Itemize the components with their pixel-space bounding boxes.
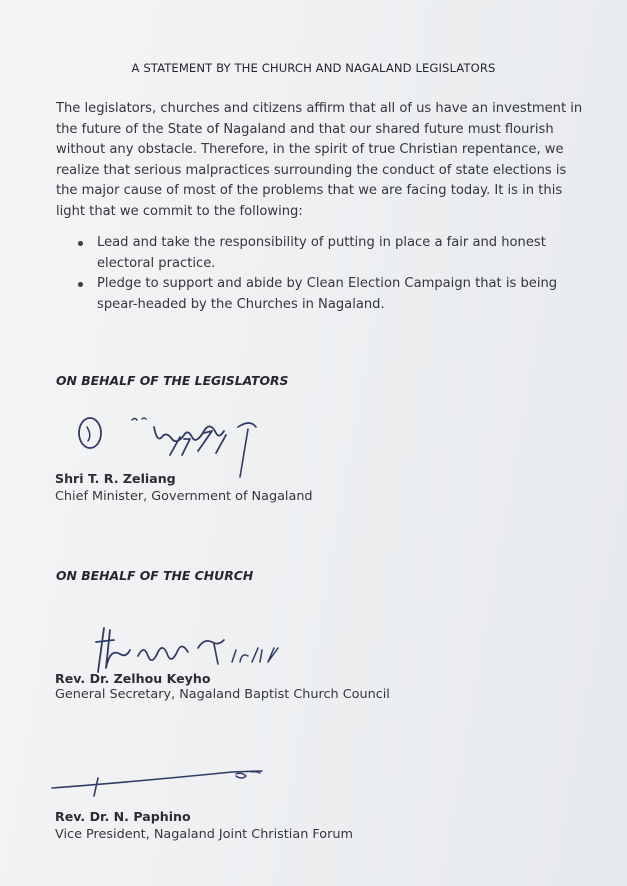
bullet-icon [78, 282, 83, 287]
legislator-role: Chief Minister, Government of Nagaland [55, 489, 313, 504]
commitment-text: Pledge to support and abide by Clean Election Campaign that is being spear-headed by the Churches in Nagaland. [97, 276, 558, 312]
list-item [78, 274, 578, 315]
legislators-heading: ON BEHALF OF THE LEGISLATORS [56, 373, 289, 388]
list-item [78, 233, 578, 274]
legislator-name: Shri T. R. Zeliang [55, 471, 176, 486]
church-signatory-role: General Secretary, Nagaland Baptist Church Council [55, 687, 390, 702]
legislator-signature [70, 405, 270, 480]
forum-signatory-role: Vice President, Nagaland Joint Christian Forum [55, 827, 353, 842]
forum-signatory-name: Rev. Dr. N. Paphino [55, 809, 191, 824]
forum-signature [48, 762, 278, 802]
commitment-text: Lead and take the responsibility of putting in place a fair and honest electoral practice. [97, 235, 546, 271]
bullet-icon [78, 241, 83, 246]
church-heading: ON BEHALF OF THE CHURCH [56, 568, 254, 583]
intro-paragraph: The legislators, churches and citizens affirm that all of us have an investment in the future of the State of Nagaland and that our shared future must flourish without any obstacle. Therefore, in the spirit of true Christian repentance, we realize that serious malpractices surrounding the conduct of state elections is the major cause of most of the problems that we are facing today. It is in this light that we commit to the following: [56, 101, 583, 219]
document-title: A STATEMENT BY THE CHURCH AND NAGALAND LEGISLATORS [131, 61, 496, 75]
commitment-list [78, 233, 578, 315]
church-signatory-name: Rev. Dr. Zelhou Keyho [55, 671, 211, 686]
